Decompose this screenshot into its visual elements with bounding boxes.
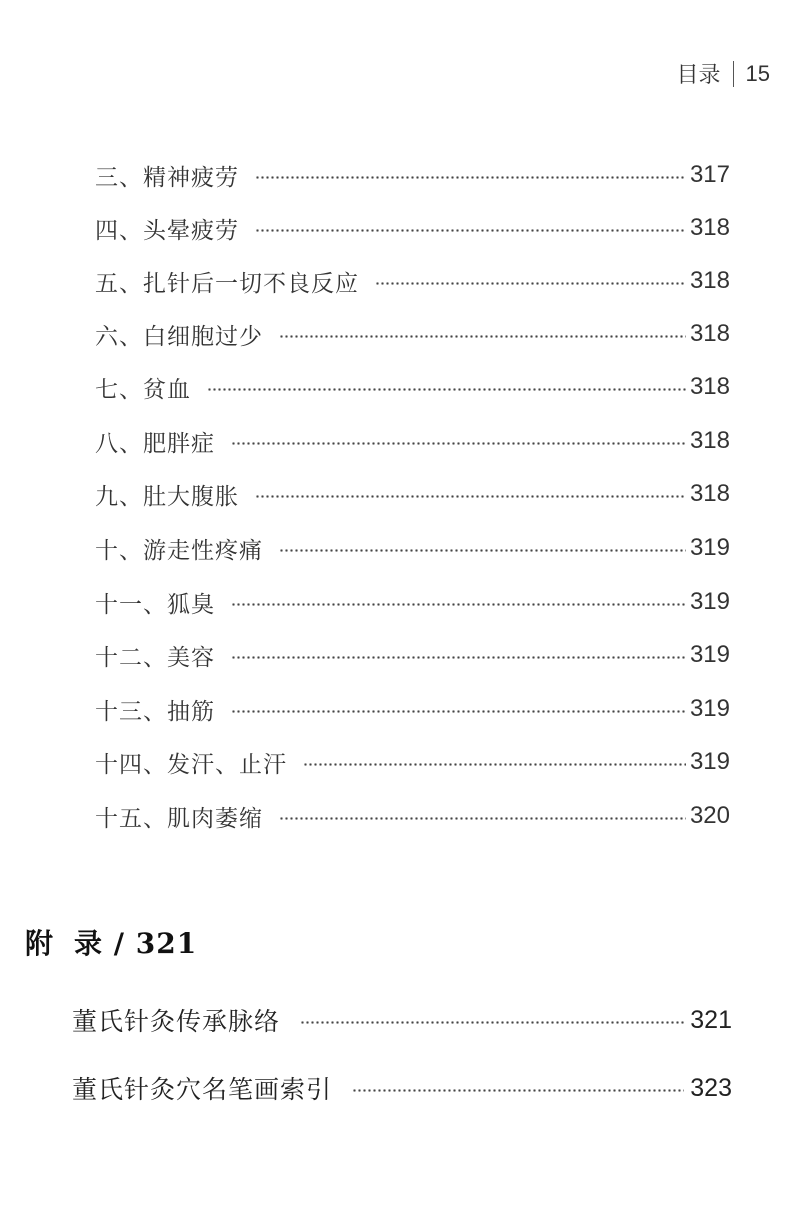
- toc-entry[interactable]: [95, 426, 730, 456]
- toc-entry-title: 五、扎针后一切不良反应: [95, 270, 359, 297]
- toc-entry[interactable]: [95, 694, 730, 724]
- toc-entry-title: 八、肥胖症: [95, 430, 215, 457]
- page-number: 15: [745, 60, 770, 86]
- appendix-heading: [25, 922, 197, 962]
- toc-entry-page: 319: [689, 588, 730, 615]
- appendix-heading-label-b: 录 / 321: [74, 927, 198, 960]
- toc-entry[interactable]: [95, 533, 730, 563]
- dot-leader: [255, 495, 686, 498]
- dot-leader: [207, 388, 686, 391]
- appendix-entry[interactable]: [72, 1002, 732, 1038]
- toc-entry-title: 九、肚大腹胀: [95, 483, 239, 510]
- toc-entry-title: 十、游走性疼痛: [95, 537, 263, 564]
- toc-entry-page: 319: [689, 641, 730, 668]
- toc-entry[interactable]: [95, 747, 730, 777]
- dot-leader: [279, 335, 686, 338]
- toc-entry-title: 四、头晕疲劳: [95, 217, 239, 244]
- toc-entry-page: 318: [689, 480, 730, 507]
- toc-entry-page: 318: [689, 267, 730, 294]
- toc-entry[interactable]: [95, 587, 730, 617]
- toc-entry-page: 317: [689, 161, 730, 188]
- toc-entry[interactable]: [95, 372, 730, 402]
- running-header: [677, 58, 771, 89]
- dot-leader: [300, 1021, 684, 1024]
- header-title: 目录: [676, 62, 721, 87]
- toc-entry-title: 十二、美容: [95, 644, 215, 671]
- toc-entry[interactable]: [95, 266, 730, 296]
- dot-leader: [231, 442, 686, 445]
- appendix-entry-page: 321: [690, 1005, 732, 1034]
- appendix-entry-page: 323: [690, 1073, 732, 1102]
- header-divider: [733, 61, 734, 87]
- toc-entry-title: 十三、抽筋: [95, 698, 215, 725]
- dot-leader: [255, 176, 686, 179]
- appendix-entry-title: 董氏针灸传承脉络: [72, 1007, 281, 1036]
- toc-entry-page: 318: [689, 214, 730, 241]
- toc-entry-page: 318: [689, 427, 730, 454]
- toc-entry-page: 318: [689, 373, 730, 400]
- appendix-heading-label-a: 附: [25, 927, 55, 960]
- toc-entry-page: 318: [689, 320, 730, 347]
- appendix-entry-title: 董氏针灸穴名笔画索引: [72, 1075, 333, 1104]
- toc-entry[interactable]: [95, 640, 730, 670]
- toc-entry[interactable]: [95, 319, 730, 349]
- toc-entry-page: 320: [689, 802, 730, 829]
- toc-entry[interactable]: [95, 213, 730, 243]
- toc-entry-page: 319: [689, 748, 730, 775]
- toc-entry-title: 七、贫血: [95, 376, 191, 403]
- toc-entry-title: 十五、肌肉萎缩: [95, 805, 263, 832]
- toc-entry[interactable]: [95, 479, 730, 509]
- dot-leader: [352, 1089, 684, 1092]
- dot-leader: [255, 229, 686, 232]
- dot-leader: [303, 763, 686, 766]
- dot-leader: [231, 603, 686, 606]
- appendix-entry[interactable]: [72, 1070, 732, 1106]
- toc-entry-page: 319: [689, 695, 730, 722]
- dot-leader: [279, 817, 686, 820]
- dot-leader: [279, 549, 686, 552]
- dot-leader: [231, 710, 686, 713]
- toc-entry-title: 三、精神疲劳: [95, 164, 239, 191]
- toc-entry-title: 十一、狐臭: [95, 591, 215, 618]
- toc-entry-title: 十四、发汗、止汗: [95, 751, 287, 778]
- dot-leader: [375, 282, 686, 285]
- toc-entry-page: 319: [689, 534, 730, 561]
- toc-entry[interactable]: [95, 160, 730, 190]
- dot-leader: [231, 656, 686, 659]
- toc-entry[interactable]: [95, 801, 730, 831]
- toc-entry-title: 六、白细胞过少: [95, 323, 263, 350]
